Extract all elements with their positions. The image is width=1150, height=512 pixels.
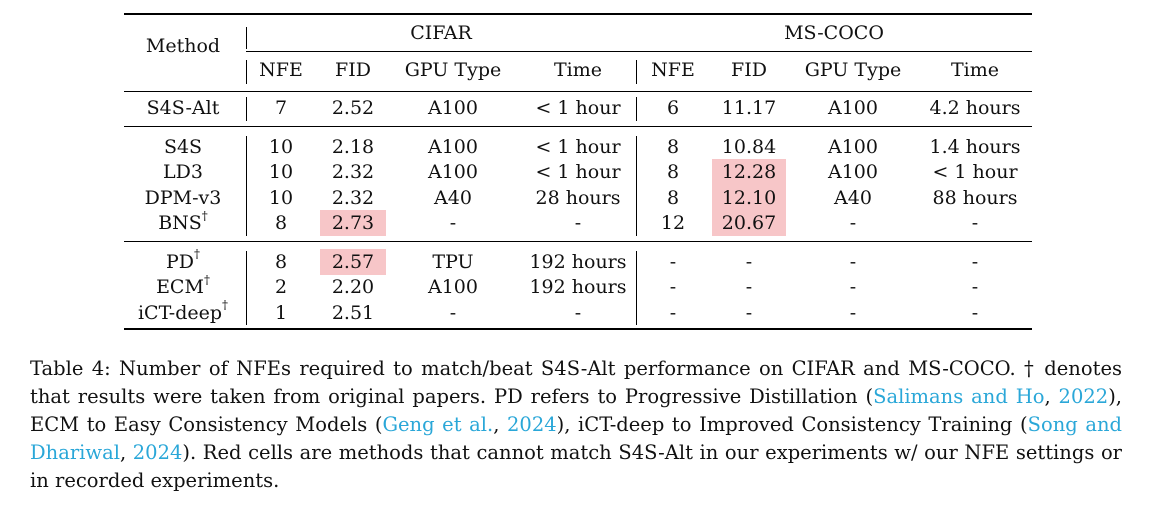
method-cell bbox=[124, 95, 242, 121]
table-cell: 2.52 bbox=[331, 97, 375, 119]
table-cell: 28 hours bbox=[535, 186, 621, 209]
method-name: BNS bbox=[158, 212, 202, 234]
table-caption bbox=[30, 355, 1122, 495]
method-header: Method bbox=[145, 35, 221, 57]
table-cell: - bbox=[449, 301, 457, 324]
header-rule bbox=[124, 91, 1032, 92]
caption-label: Table 4: bbox=[30, 357, 111, 380]
column-divider bbox=[636, 136, 637, 236]
caption-text-segment: ), iCT-deep to Improved Consistency Training ( bbox=[556, 413, 1028, 436]
table-cell: A100 bbox=[428, 276, 478, 298]
column-header: FID bbox=[335, 59, 371, 81]
caption-text-segment: ). Red cells are methods that cannot match S4S-Alt in our experiments w/ our NFE settings or in recorded experiments. bbox=[30, 441, 1123, 492]
table-cell: 2.57 bbox=[320, 249, 386, 275]
table-cell: - bbox=[449, 212, 457, 234]
table-cell: 2.51 bbox=[331, 301, 375, 324]
top-rule bbox=[124, 13, 1032, 15]
table-cell: - bbox=[745, 250, 753, 273]
method-divider-lower bbox=[246, 60, 247, 84]
group-divider bbox=[636, 60, 637, 84]
table-cell: - bbox=[849, 250, 857, 273]
table-cell: A100 bbox=[428, 135, 478, 158]
column-divider bbox=[636, 251, 637, 326]
dagger-mark: † bbox=[194, 247, 201, 262]
table-cell: - bbox=[745, 276, 753, 298]
table-cell: A100 bbox=[828, 161, 878, 183]
method-name: DPM-v3 bbox=[144, 186, 222, 209]
group-rule bbox=[124, 241, 1032, 242]
method-divider bbox=[246, 27, 247, 49]
method-cell bbox=[124, 134, 242, 160]
caption-text-segment: ), ECM to Easy Consistency Models ( bbox=[30, 385, 1122, 436]
caption-text-segment: , bbox=[493, 413, 508, 436]
table-cell: TPU bbox=[432, 250, 474, 273]
table-cell: 2.32 bbox=[331, 186, 375, 209]
table-cell: 2.73 bbox=[320, 210, 386, 236]
table-cell: 8 bbox=[666, 161, 680, 183]
table-cell: 11.17 bbox=[721, 97, 777, 119]
method-cell bbox=[124, 210, 242, 236]
dagger-mark: † bbox=[222, 298, 229, 313]
method-name: LD3 bbox=[163, 161, 203, 183]
column-header: NFE bbox=[259, 59, 303, 81]
method-name: S4S bbox=[163, 135, 203, 158]
citation-link[interactable]: 2024 bbox=[132, 441, 183, 464]
table-cell: 10 bbox=[268, 135, 294, 158]
table-cell: - bbox=[669, 250, 677, 273]
table-cell: 12.10 bbox=[712, 185, 786, 211]
column-divider bbox=[246, 136, 247, 236]
table-cell: 1 bbox=[274, 301, 288, 324]
table-cell: 7 bbox=[274, 97, 288, 119]
table-cell: - bbox=[849, 276, 857, 298]
column-divider bbox=[636, 97, 637, 121]
method-name: ECM bbox=[156, 276, 204, 298]
table-cell: 6 bbox=[666, 97, 680, 119]
citation-link[interactable]: Salimans and Ho bbox=[873, 385, 1045, 408]
table-cell: 8 bbox=[666, 186, 680, 209]
group-header-cifar: CIFAR bbox=[410, 22, 472, 44]
column-header: FID bbox=[731, 59, 767, 81]
table-cell: - bbox=[971, 212, 979, 234]
citation-link[interactable]: Song and Dhariwal bbox=[30, 413, 1122, 464]
table-cell: 8 bbox=[274, 212, 288, 234]
table-cell: 12.28 bbox=[712, 159, 786, 185]
column-header: GPU Type bbox=[404, 59, 502, 81]
column-divider bbox=[246, 97, 247, 121]
caption-text-segment: , bbox=[119, 441, 133, 464]
table-cell: A100 bbox=[828, 135, 878, 158]
table-cell: - bbox=[971, 301, 979, 324]
table-cell: < 1 hour bbox=[535, 97, 621, 119]
table-cell: 192 hours bbox=[529, 250, 627, 273]
method-cell bbox=[124, 249, 242, 275]
table-cell: 88 hours bbox=[932, 186, 1018, 209]
bottom-rule bbox=[124, 328, 1032, 330]
table-cell: A100 bbox=[828, 97, 878, 119]
table-cell: 8 bbox=[666, 135, 680, 158]
caption-text-segment: , bbox=[1044, 385, 1059, 408]
table-cell: - bbox=[574, 212, 582, 234]
table-cell: < 1 hour bbox=[932, 161, 1018, 183]
column-header: Time bbox=[553, 59, 602, 81]
table-cell: 1.4 hours bbox=[929, 135, 1021, 158]
table-cell: A100 bbox=[428, 97, 478, 119]
table-cell: A100 bbox=[428, 161, 478, 183]
table-cell: 20.67 bbox=[712, 210, 786, 236]
table-cell: - bbox=[669, 276, 677, 298]
table-cell: 192 hours bbox=[529, 276, 627, 298]
table-cell: < 1 hour bbox=[535, 135, 621, 158]
table-cell: - bbox=[971, 276, 979, 298]
table-cell: - bbox=[849, 212, 857, 234]
table-cell: 12 bbox=[660, 212, 686, 234]
citation-link[interactable]: Geng et al. bbox=[382, 413, 494, 436]
dagger-mark: † bbox=[201, 208, 208, 223]
table-cell: - bbox=[669, 301, 677, 324]
table-cell: 2.18 bbox=[331, 135, 375, 158]
caption-text-segment: Number of NFEs required to match/beat S4S-Alt performance on CIFAR and MS-COCO. † denotes that results were taken from original papers. PD refers to Progressive Distillation ( bbox=[30, 357, 1122, 408]
table-cell: A40 bbox=[834, 186, 872, 209]
table-cell: 10 bbox=[268, 161, 294, 183]
table-cell: 4.2 hours bbox=[929, 97, 1021, 119]
caption-text bbox=[30, 357, 1122, 492]
table-cell: 10 bbox=[268, 186, 294, 209]
group-underline bbox=[246, 51, 1032, 52]
table-cell: - bbox=[745, 301, 753, 324]
table-cell: - bbox=[971, 250, 979, 273]
citation-link[interactable]: 2022 bbox=[1058, 385, 1109, 408]
table-cell: 2.20 bbox=[331, 276, 375, 298]
table-cell: 2.32 bbox=[331, 161, 375, 183]
citation-link[interactable]: 2024 bbox=[507, 413, 557, 436]
column-header: GPU Type bbox=[804, 59, 902, 81]
column-header: NFE bbox=[651, 59, 695, 81]
method-name: S4S-Alt bbox=[146, 97, 220, 119]
method-cell bbox=[124, 159, 242, 185]
method-name: iCT-deep bbox=[137, 301, 223, 324]
table-cell: 8 bbox=[274, 250, 288, 273]
table-cell: A40 bbox=[434, 186, 472, 209]
table-cell: - bbox=[574, 301, 582, 324]
group-header-mscoco: MS-COCO bbox=[784, 22, 884, 44]
method-name: PD bbox=[165, 250, 195, 273]
column-divider bbox=[246, 251, 247, 326]
group-rule bbox=[124, 126, 1032, 127]
method-cell bbox=[124, 274, 242, 300]
method-cell bbox=[124, 300, 242, 326]
method-cell bbox=[124, 185, 242, 211]
table-cell: - bbox=[849, 301, 857, 324]
column-header: Time bbox=[950, 59, 999, 81]
table-cell: 10.84 bbox=[721, 135, 777, 158]
dagger-mark: † bbox=[203, 272, 210, 287]
table-cell: < 1 hour bbox=[535, 161, 621, 183]
table-cell: 2 bbox=[274, 276, 288, 298]
